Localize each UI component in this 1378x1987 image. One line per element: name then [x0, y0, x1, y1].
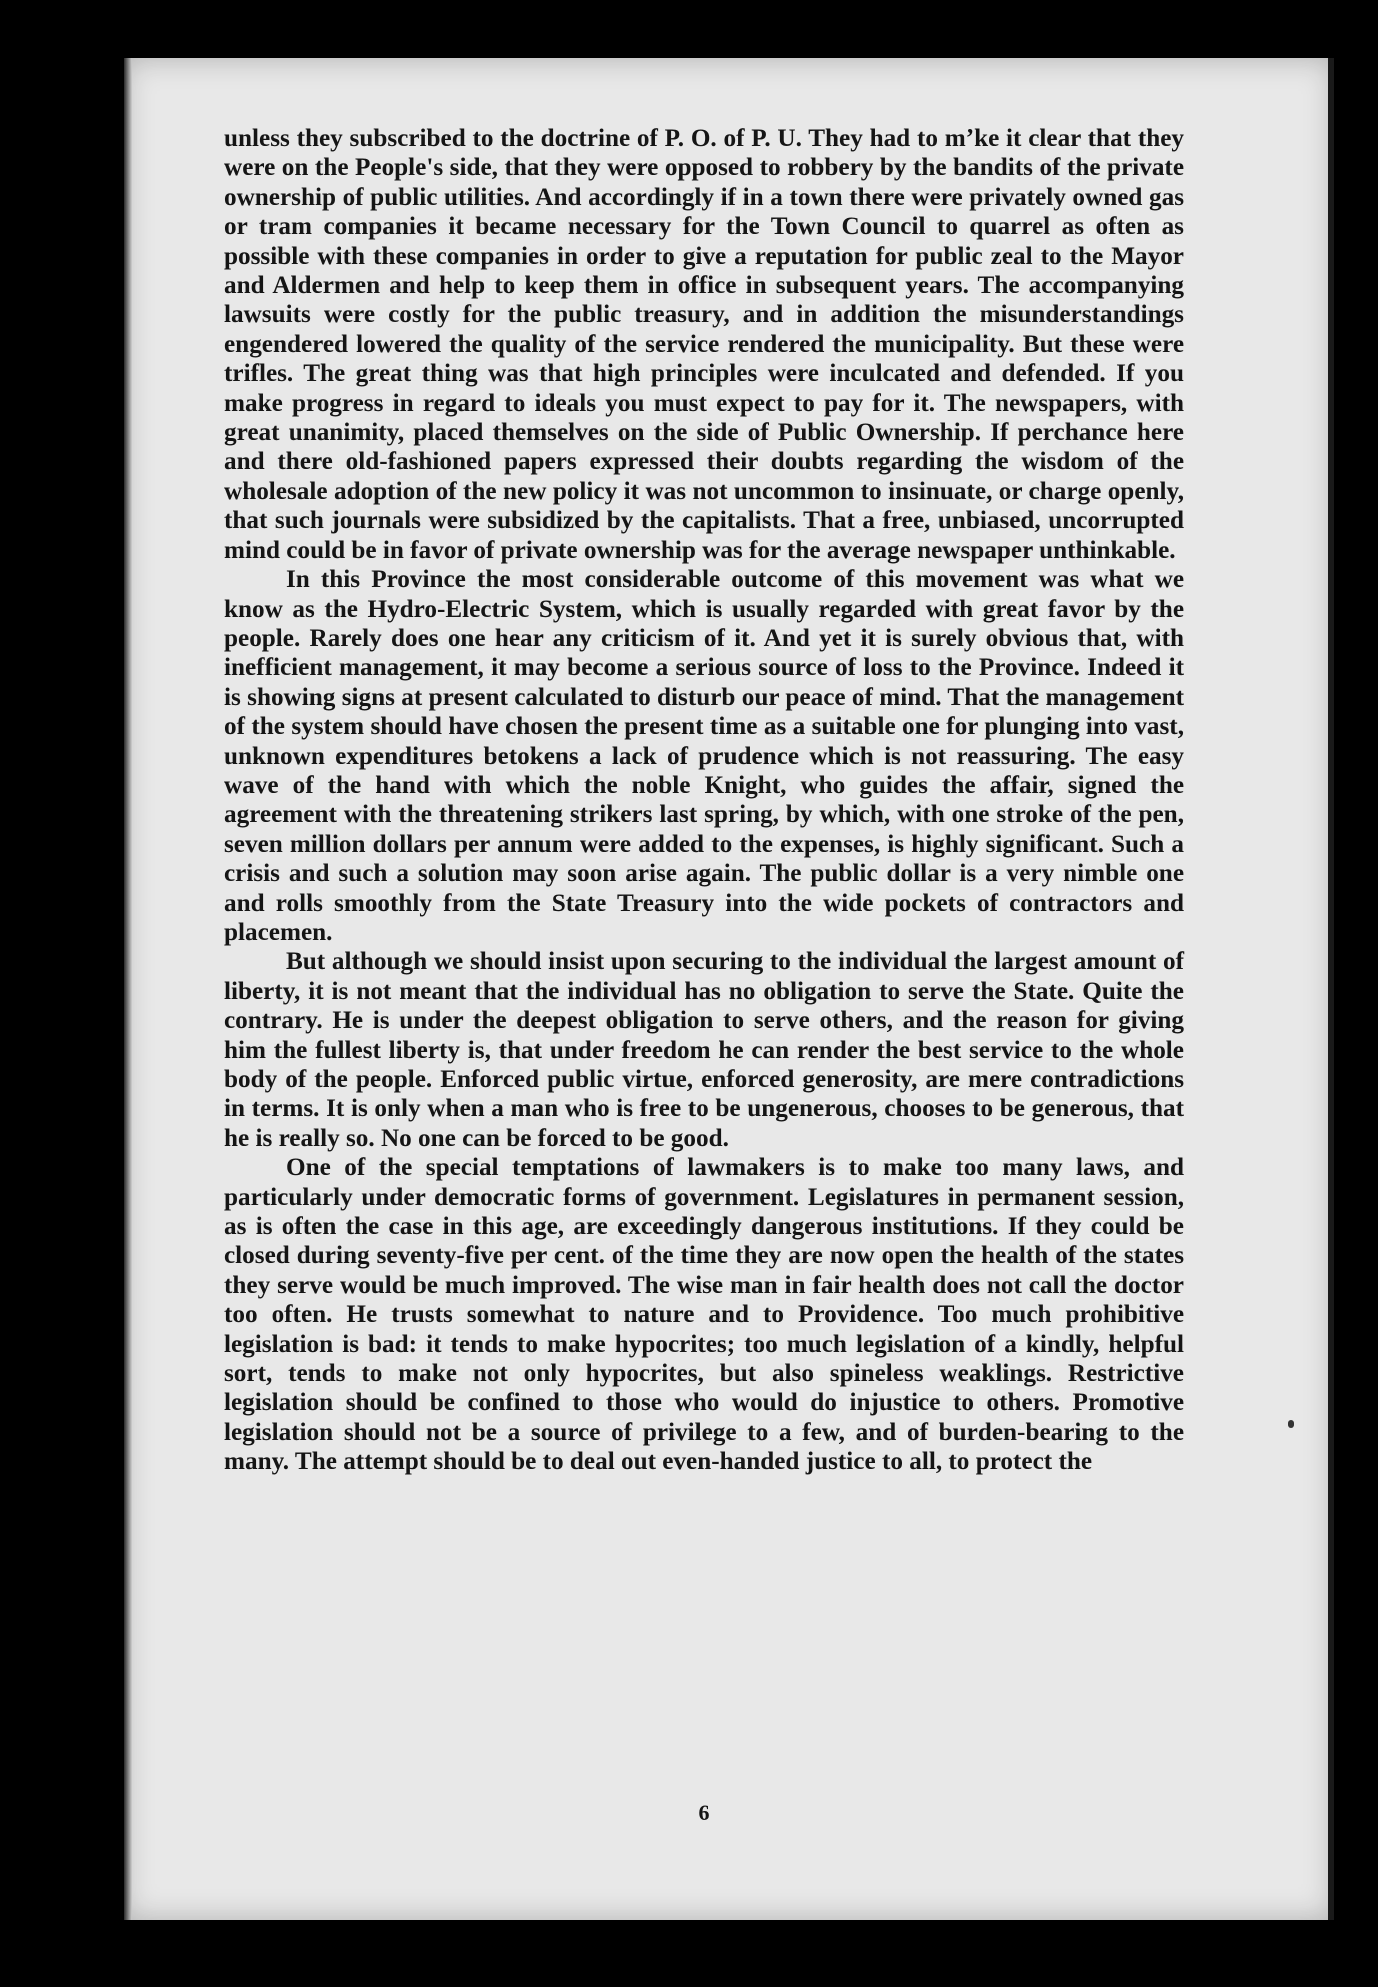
- book-page: [124, 58, 1334, 1920]
- paragraph-1: unless they subscribed to the doctrine of P. O. of P. U. They had to mʼke it clear that they were on the People's side, that they were opposed to robbery by the bandits of the private ownership of public utilities. And accordingly if in a town there were privately owned gas or tram companies it became necessary for the Town Council to quarrel as often as possible with these companies in order to give a reputation for public zeal to the Mayor and Aldermen and help to keep them in office in subsequent years. The accompanying lawsuits were costly for the public treasury, and in addition the misunderstandings engendered lowered the quality of the service rendered the municipality. But these were trifles. The great thing was that high principles were inculcated and defended. If you make progress in regard to ideals you must expect to pay for it. The newspapers, with great unanimity, placed themselves on the side of Public Ownership. If perchance here and there old-fashioned papers expressed their doubts regarding the wisdom of the wholesale adoption of the new policy it was not uncommon to insinuate, or charge openly, that such journals were subsidized by the capitalists. That a free, unbiased, uncorrupted mind could be in favor of private ownership was for the average newspaper unthinkable.: [224, 125, 1184, 564]
- page-number: 6: [698, 1800, 710, 1825]
- paragraph-2: In this Province the most considerable outcome of this movement was what we know as the Hydro-Electric System, which is usually regarded with great favor by the people. Rarely does one hear any criticism of it. And yet it is surely obvious that, with inefficient management, it may become a serious source of loss to the Province. Indeed it is showing signs at present calculated to disturb our peace of mind. That the management of the system should have chosen the present time as a suitable one for plunging into vast, unknown expenditures betokens a lack of prudence which is not reassuring. The easy wave of the hand with which the noble Knight, who guides the affair, signed the agreement with the threatening strikers last spring, by which, with one stroke of the pen, seven million dollars per annum were added to the expenses, is highly significant. Such a crisis and such a solution may soon arise again. The public dollar is a very nimble one and rolls smoothly from the State Treasury into the wide pockets of contractors and placemen.: [224, 566, 1184, 946]
- paragraph-3: But although we should insist upon securing to the individual the largest amount of liberty, it is not meant that the individual has no obligation to serve the State. Quite the contrary. He is under the deepest obligation to serve others, and the reason for giving him the fullest liberty is, that under freedom he can render the best service to the whole body of the people. Enforced public virtue, enforced generosity, are mere contradictions in terms. It is only when a man who is free to be ungenerous, chooses to be generous, that he is really so. No one can be forced to be good.: [224, 948, 1184, 1152]
- body-text: [224, 124, 1184, 1477]
- scan-speck: [1288, 1420, 1294, 1428]
- paragraph-4: One of the special temptations of lawmakers is to make too many laws, and particularly under democratic forms of government. Legislatures in permanent session, as is often the case in this age, are exceedingly dangerous institutions. If they could be closed during seventy-five per cent. of the time they are now open the health of the states they serve would be much improved. The wise man in fair health does not call the doctor too often. He trusts somewhat to nature and to Providence. Too much prohibitive legislation is bad: it tends to make hypocrites; too much legislation of a kindly, helpful sort, tends to make not only hypocrites, but also spineless weaklings. Restrictive legislation should be confined to those who would do injustice to others. Promotive legislation should not be a source of privilege to a few, and of burden-bearing to the many. The attempt should be to deal out even-handed justice to all, to protect the: [224, 1154, 1184, 1476]
- page-right-edge: [1328, 58, 1334, 1920]
- page-left-edge: [124, 58, 132, 1920]
